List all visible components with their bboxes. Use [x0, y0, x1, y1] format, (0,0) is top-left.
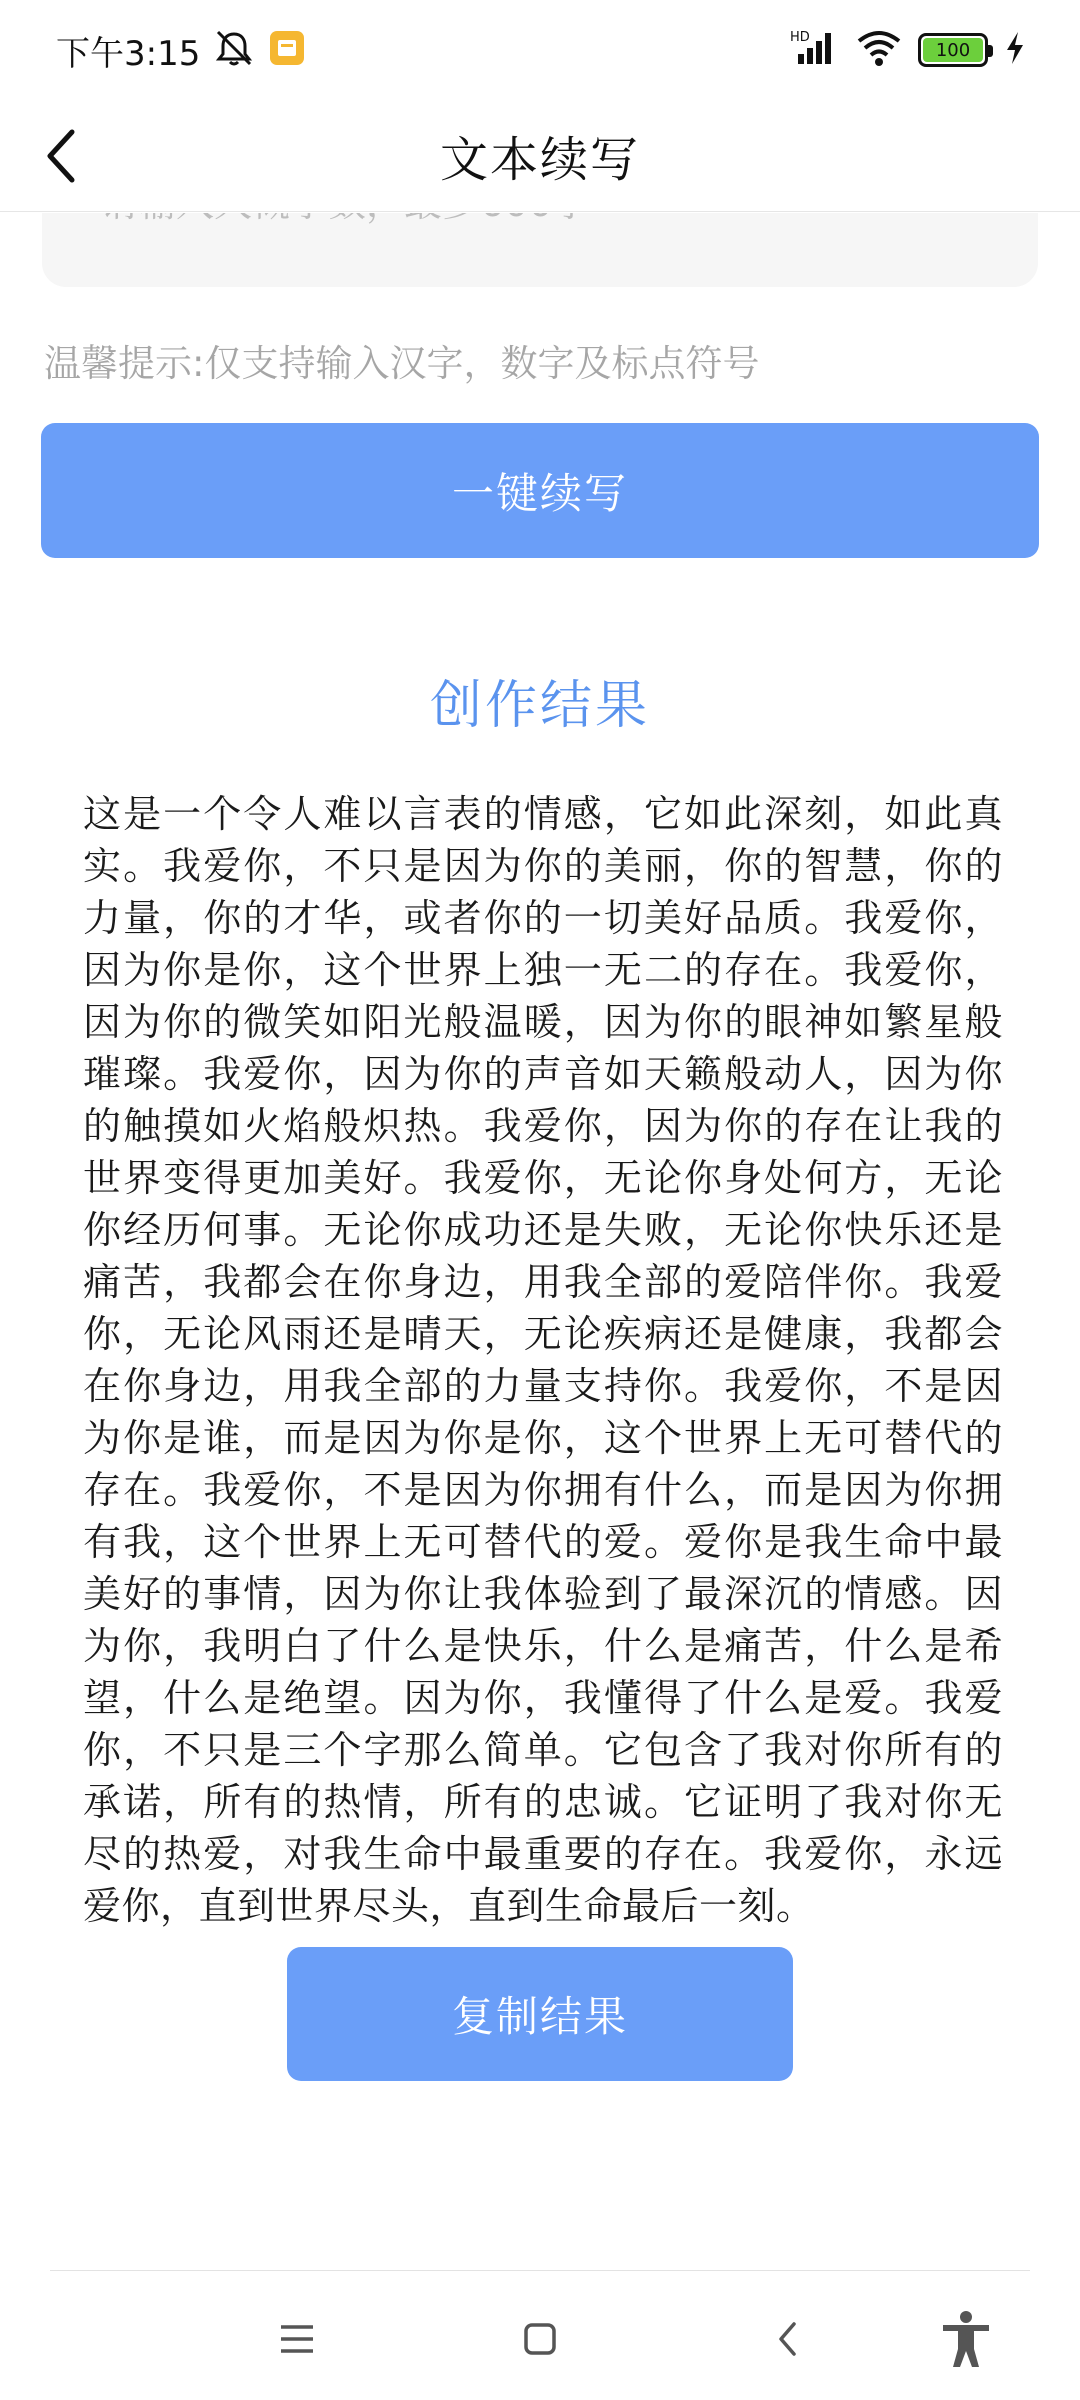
status-left: [56, 26, 306, 75]
menu-button[interactable]: [257, 2299, 337, 2379]
result-title: 创作结果: [429, 676, 650, 736]
battery-level: 100: [923, 38, 983, 62]
notification-app-icon: [268, 29, 306, 71]
battery-icon: [918, 33, 988, 67]
chevron-left-icon: [42, 126, 82, 186]
cellular-signal-icon: [790, 28, 840, 72]
status-bar: [0, 0, 1080, 100]
menu-icon: [277, 2322, 317, 2356]
system-back-button[interactable]: [748, 2299, 828, 2379]
result-text: 这是一个令人难以言表的情感，它如此深刻，如此真实。我爱你，不只是因为你的美丽，你的智慧，你的力量，你的才华，或者你的一切美好品质。我爱你，因为你是你，这个世界上独一无二的存在。我爱你，因为你的微笑如阳光般温暖，因为你的眼神如繁星般璀璨。我爱你，因为你的声音如天籁般动人，因为你的触摸如火焰般炽热。我爱你，因为你的存在让我的世界变得更加美好。我爱你，无论你身处何方，无论你经历何事。无论你成功还是失败，无论你快乐还是痛苦，我都会在你身边，用我全部的爱陪伴你。我爱你，无论风雨还是晴天，无论疾病还是健康，我都会在你身边，用我全部的力量支持你。我爱你，不是因为你是谁，而是因为你是你，这个世界上无可替代的存在。我爱你，不是因为你拥有什么，而是因为你拥有我，这个世界上无可替代的爱。爱你是我生命中最美好的事情，因为你让我体验到了最深沉的情感。因为你，我明白了什么是快乐，什么是痛苦，什么是希望，什么是绝望。因为你，我懂得了什么是爱。我爱你，不只是三个字那么简单。它包含了我对你所有的承诺，所有的热情，所有的忠诚。它证明了我对你无尽的热爱，对我生命中最重要的存在。我爱你，永远爱你，直到世界尽头，直到生命最后一刻。: [83, 792, 1003, 1928]
charging-bolt-icon: [1004, 30, 1026, 70]
home-button[interactable]: [500, 2299, 580, 2379]
accessibility-button[interactable]: [926, 2299, 1006, 2379]
copy-result-button[interactable]: 复制结果: [287, 1947, 793, 2081]
mute-bell-icon: [212, 28, 256, 72]
status-time: 下午3:15: [56, 33, 201, 74]
back-icon: [774, 2319, 802, 2359]
page-title: 文本续写: [439, 132, 640, 188]
word-count-input[interactable]: [98, 213, 978, 243]
app-header: [0, 100, 1080, 212]
accessibility-icon: [939, 2309, 993, 2369]
back-button[interactable]: [30, 124, 94, 188]
continue-writing-button[interactable]: 一键续写: [41, 423, 1039, 558]
status-right: [790, 28, 1026, 72]
home-icon: [522, 2321, 558, 2357]
word-count-input-box[interactable]: [42, 213, 1038, 287]
system-nav-bar: [0, 2271, 1080, 2400]
main-content[interactable]: [0, 213, 1080, 2270]
svg-text:HD: HD: [790, 30, 810, 45]
wifi-icon: [856, 29, 902, 71]
tip-text: 温馨提示:仅支持输入汉字，数字及标点符号: [44, 342, 760, 385]
